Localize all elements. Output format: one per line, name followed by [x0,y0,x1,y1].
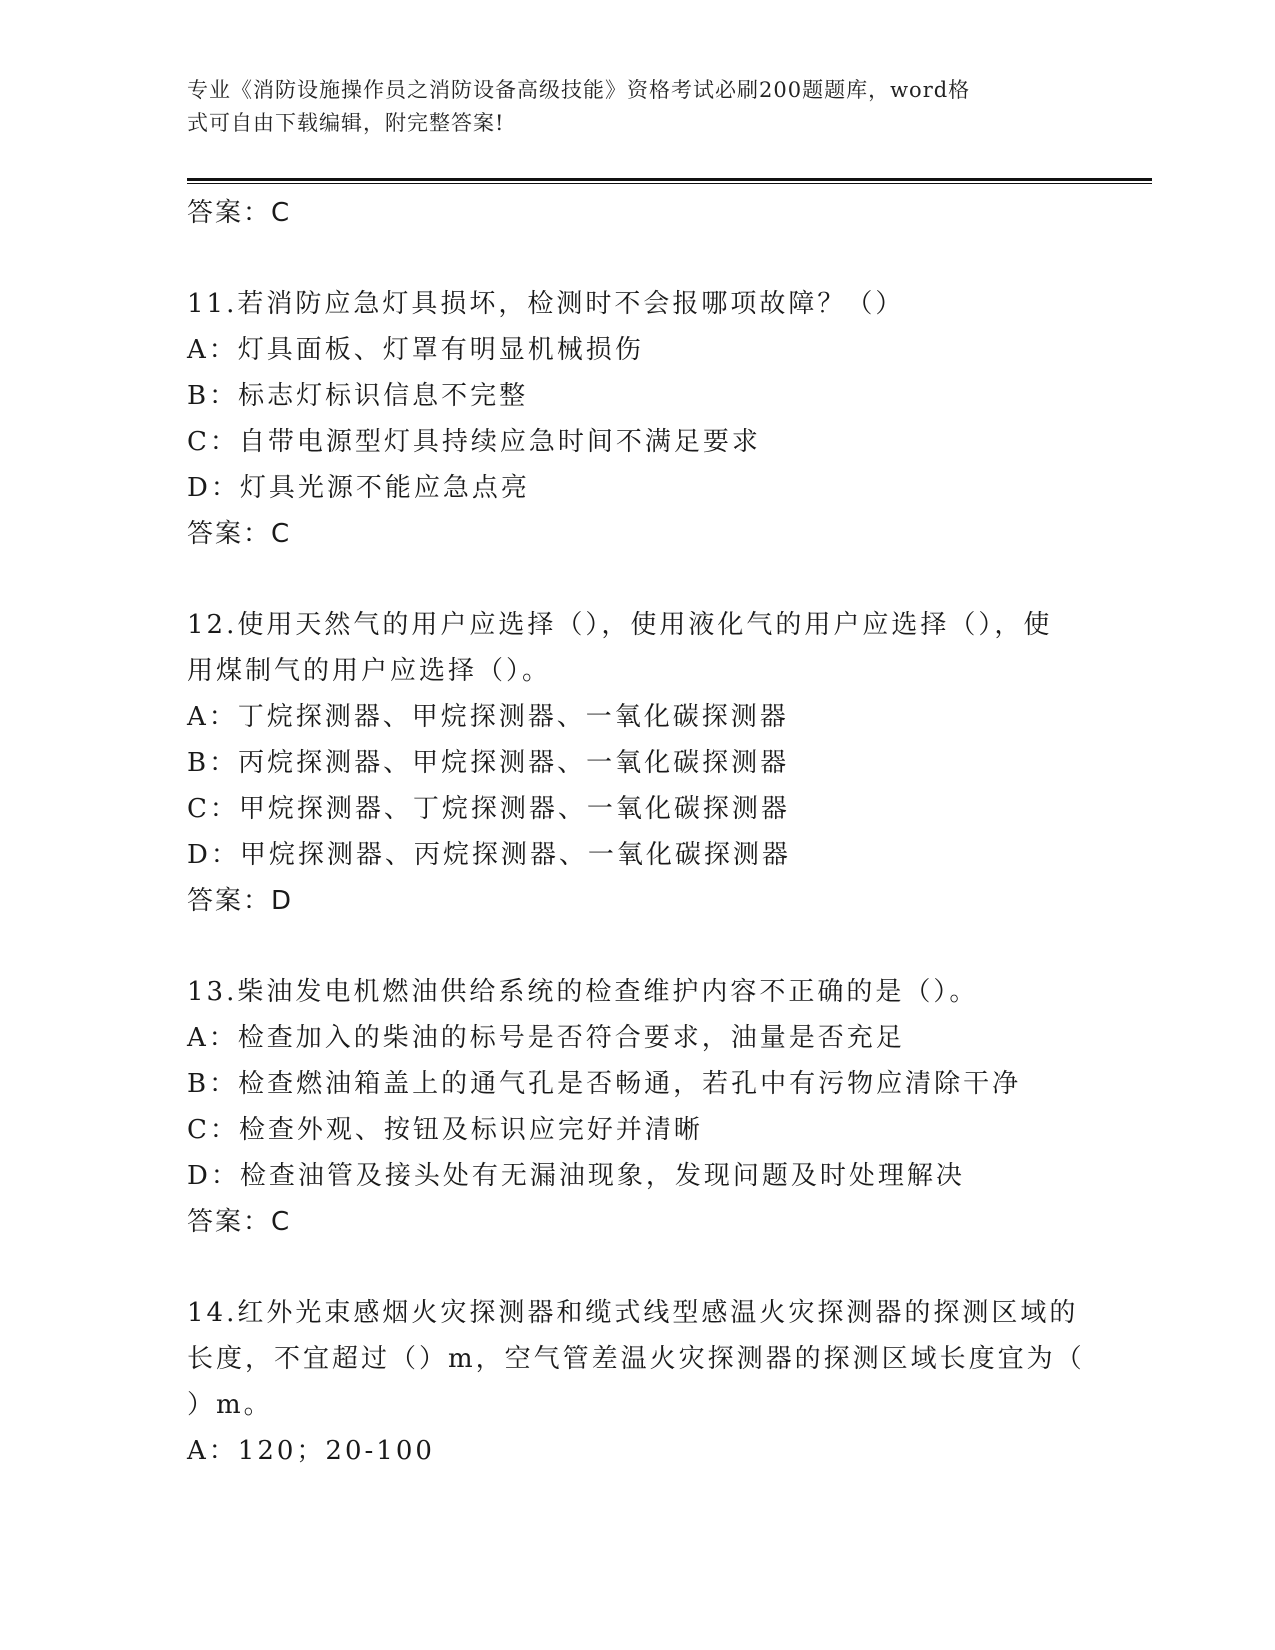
answer-line: 答案：D [187,886,294,916]
option-d: D：检查油管及接头处有无漏油现象，发现问题及时处理解决 [187,1161,965,1191]
question-text: 长度，不宜超过（）m，空气管差温火灾探测器的探测区域长度宜为（ [187,1344,1085,1374]
question-12 [187,602,1087,924]
question-text: 11.若消防应急灯具损坏，检测时不会报哪项故障？（） [187,289,905,319]
document-header [187,74,1067,140]
answer-line: 答案：C [187,1207,292,1237]
option-a: A：灯具面板、灯罩有明显机械损伤 [187,335,644,365]
question-text: ）m。 [187,1390,273,1420]
question-text: 13.柴油发电机燃油供给系统的检查维护内容不正确的是（）。 [187,977,979,1007]
answer-line: 答案：C [187,519,292,549]
option-a: A：120；20-100 [187,1436,435,1466]
question-text: 14.红外光束感烟火灾探测器和缆式线型感温火灾探测器的探测区域的 [187,1298,1079,1328]
question-13 [187,969,1087,1245]
header-divider-thick [187,178,1152,181]
option-d: D：甲烷探测器、丙烷探测器、一氧化碳探测器 [187,840,791,870]
question-list [187,190,1087,1474]
option-b: B：检查燃油箱盖上的通气孔是否畅通，若孔中有污物应清除干净 [187,1069,1022,1099]
option-a: A：丁烷探测器、甲烷探测器、一氧化碳探测器 [187,702,789,732]
spacer [187,557,1087,602]
question-11 [187,281,1087,557]
spacer [187,236,1087,281]
header-divider-thin [187,183,1152,184]
spacer [187,1245,1087,1290]
header-line-2: 式可自由下载编辑，附完整答案! [187,111,505,135]
question-14 [187,1290,1087,1474]
header-line-1: 专业《消防设施操作员之消防设备高级技能》资格考试必刷200题题库，word格 [187,78,971,102]
option-b: B：丙烷探测器、甲烷探测器、一氧化碳探测器 [187,748,790,778]
option-c: C：自带电源型灯具持续应急时间不满足要求 [187,427,761,457]
option-d: D：灯具光源不能应急点亮 [187,473,530,503]
option-c: C：甲烷探测器、丁烷探测器、一氧化碳探测器 [187,794,790,824]
question-text: 用煤制气的用户应选择（）。 [187,656,552,686]
option-b: B：标志灯标识信息不完整 [187,381,529,411]
question-text: 12.使用天然气的用户应选择（），使用液化气的用户应选择（），使 [187,610,1053,640]
spacer [187,924,1087,969]
option-a: A：检查加入的柴油的标号是否符合要求，油量是否充足 [187,1023,905,1053]
option-c: C：检查外观、按钮及标识应完好并清晰 [187,1115,703,1145]
answer-line: 答案：C [187,198,292,228]
